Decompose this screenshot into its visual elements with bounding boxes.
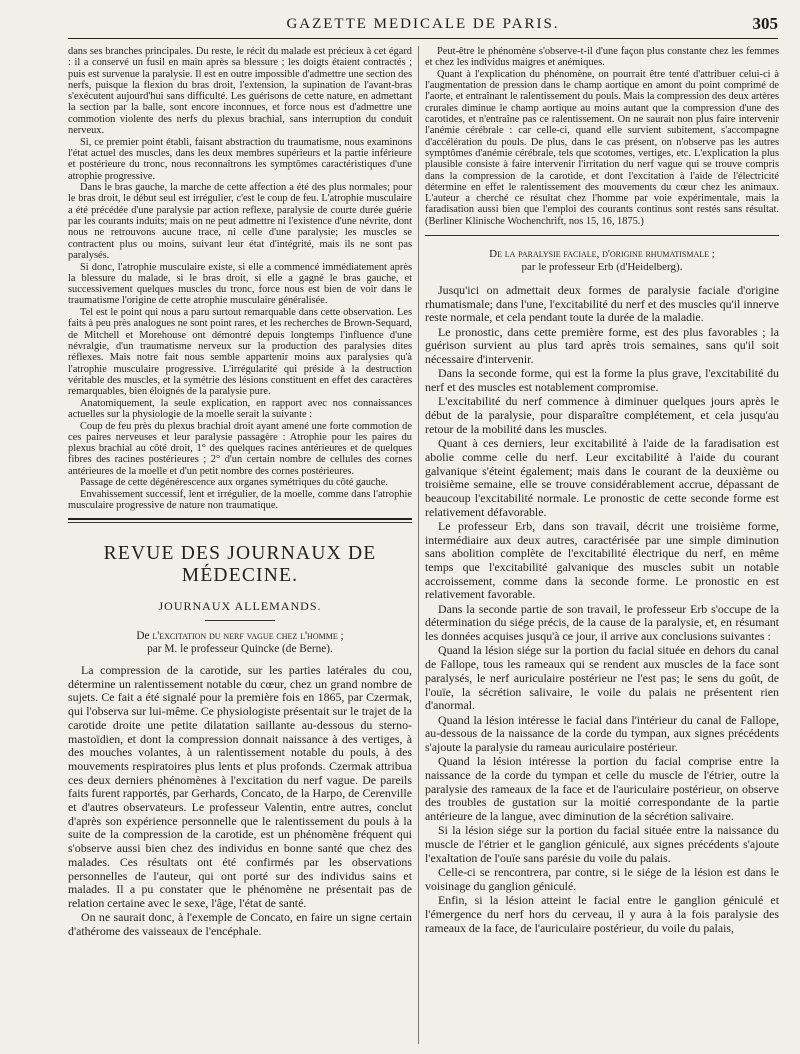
journal-title: GAZETTE MEDICALE DE PARIS. [286,16,560,32]
paragraph: Passage de cette dégénérescence aux organes symétriques du côté gauche. [80,477,388,489]
article-title-prefix: De [136,630,150,643]
article-author: par M. le professeur Quincke (de Berne). [147,643,333,656]
section-rule-thin [68,522,412,523]
paragraph: Quand la lésion intéresse le facial dans l'intérieur du canal de Fallope, au-dessous de la naissance de la corde du tympan, aux signes précédents s'ajoute la paralysie du rameau auriculaire postérieur. [425,712,779,754]
paragraph: dans ses branches principales. Du reste, le récit du malade est précieux à cet égard : il a conservé un fusil en main après sa blessure ; les doigts étaient contractés ; puis est survenue la paralysie. Il est en outre impossible d'admettre une section des nerfs, puisque la flexion du bras droit, l'extension, la supination de l'avant-bras s'exécutent aujourd'hui sans difficulté. Les guérisons de cette nature, en admettant la section par la balle, sont encore inconnues, et force nous est d'admettre une commotion violente des nerfs du plexus brachial, sans interruption du conduit nerveux. [68,46,412,137]
paragraph: Tel est le point qui nous a paru surtout remarquable dans cette observation. Les faits à peu près analogues ne sont point rares, et les recherches de Brown-Sequard, de Mitchell et Morehouse ont démontré depuis longtemps l'influence d'une névralgie, d'un traumatisme nerveux sur la production des paralysies dites réflexes. Mais notre fait nous semble appartenir moins aux paralysies qu'à l'atrophie musculaire progressive. L'irrégularité qui préside à la destruction véritable des muscles, et la symétrie des lésions constituent en effet des caractères remarquables, bien éloignés de la paralysie pure. [68,307,412,398]
paragraph: Quand la lésion intéresse la portion du facial comprise entre la naissance de la corde du tympan et celle du muscle de l'étrier, outre la paralysie des rameaux de la face et de l'auriculaire postérieur, on observe des troubles de gustation sur la moitié correspondante de la partie antérieure de la langue, avec diminution de la sécrétion salivaire. [425,754,779,824]
column-divider [418,46,419,1044]
right-column [425,46,779,936]
article-separator [425,235,779,236]
paragraph: Si donc, l'atrophie musculaire existe, si elle a commencé immédiatement après la blessure du malade, si le bras droit, si elle a gagné le bras gauche, et successivement quelques muscles du tronc, force nous est bien de voir dans le traumatisme l'origine de cette atrophie musculaire généralisée. [68,261,412,307]
paragraph: Celle-ci se rencontrera, par contre, si le siége de la lésion est dans le voisinage du ganglion géniculé. [425,865,779,893]
paragraph: La compression de la carotide, sur les parties latérales du cou, détermine un ralentissement notable du cœur, chez un grand nombre de sujets. Ce fait a été signalé pour la première fois en 1865, par Czermak, qui l'observa sur lui-même. Ce physiologiste présentait sur le trajet de la carotide droite une petite dilatation saillante au-dessous du sterno-mastoïdien, et dont la compression donnait naissance à des vertiges, à des mouches volantes, à un ralentissement notable du pouls, à des mouvements respiratoires plus lents et plus profonds. Czermak attribua ces deux derniers phénomènes à l'excitation du nerf vague. De pareils faits furent rapportés, par Gerhards, Concato, de la Harpo, de Cerenville et d'autres observateurs. Le professeur Valentin, entre autres, conclut d'après son expérience personnelle que le ralentissement du pouls à la suite de la compression de la carotide, est un phénomène fréquent qui s'observe aussi bien chez des individus en bonne santé que chez des malades. Ces résultats ont été confirmés par les observations personnelles de l'auteur, qui ont porté sur des individus sains et malades. Il a pu constater que le phénomène ne présentait pas de relation certaine avec le sexe, l'âge, l'état de santé. [68,663,412,910]
article-title-text: l'excitation du nerf vague chez l'homme ; [152,630,344,643]
paragraph: Dans la seconde partie de son travail, le professeur Erb s'occupe de la détermination du siége précis, de la cause de la paralysie, et, en résumant les données acquises jusqu'à ce jour, il arrive aux conclusions suivantes : [425,601,779,644]
paragraph: Enfin, si la lésion atteint le facial entre le ganglion géniculé et l'émergence du nerf hors du cerveau, il y aura à la fois paralysie des rameaux de la face, de l'auriculaire postérieur, du voile du palais, [425,893,779,935]
article-title [68,630,412,643]
page-header [68,14,778,39]
paragraph: On ne saurait donc, à l'exemple de Concato, en faire un signe certain d'athérome des vaisseaux de l'encéphale. [68,910,412,938]
section-rule-thick [68,518,412,521]
case-study-continuation [68,46,412,512]
paragraph: Quand la lésion siége sur la portion du facial située en dehors du canal de Fallope, tous les rameaux qui se rendent aux muscles de la face sont paralysés, le nerf auriculaire postérieur ne l'est pas; le sens du goût, de l'ouïe, la sécrétion salivaire, le voile du palais ne présentent rien d'anormal. [425,643,779,713]
article-body [425,284,779,935]
paragraph: Peut-être le phénomène s'observe-t-il d'une façon plus constante chez les femmes et chez les individus maigres et anémiques. [425,46,779,69]
paragraph: Anatomiquement, la seule explication, en rapport avec nos connaissances actuelles sur la physiologie de la moelle serait la suivante : [68,397,412,420]
paragraph: Jusqu'ici on admettait deux formes de paralysie faciale d'origine rhumatismale; dans l'une, l'excitabilité du nerf et des muscles qu'il innerve reste normale, et cela pendant toute la durée de la maladie. [425,283,779,325]
paragraph: Dans la seconde forme, qui est la forme la plus grave, l'excitabilité du nerf et des muscles est notablement compromise. [425,366,779,395]
page-number: 305 [752,14,778,33]
left-column [68,46,412,939]
paragraph: Si la lésion siége sur la portion du facial située entre la naissance du muscle de l'étrier et le ganglion géniculé, aux signes précédents s'ajoute l'exaltation de l'ouïe sans parésie du voile du palais. [425,823,779,865]
section-heading: REVUE DES JOURNAUX DE MÉDECINE. [103,543,377,587]
paragraph: Le pronostic, dans cette première forme, est des plus favorables ; la guérison survient au plus tard après trois semaines, sans qu'il soit nécessaire d'intervenir. [425,324,779,367]
vague-nerve-continuation [425,46,779,227]
paragraph: Dans le bras gauche, la marche de cette affection a été des plus normales; pour le bras droit, le début seul est irrégulier, c'est le coup de feu. L'atrophie musculaire a été précédée d'une paralysie par action reflexe, paralysie de courte durée guérie par les courants induits; mais on ne peut admettre ni l'existence d'une névrite, dont nous ne retrouvons aucune trace, ni celle d'une paralysie; les muscles se contractent plus ou moins, suivant leur état d'intégrité, mais ils ne sont pas paralysés. [68,182,412,261]
paragraph: Si, ce premier point établi, faisant abstraction du traumatisme, nous examinons l'état actuel des muscles, dans les deux membres supérieurs et la partie inférieure et postérieure du tronc, nous reconnaîtrons les symptômes caractéristiques d'une atrophie progressive. [68,136,412,182]
paragraph: Le professeur Erb, dans son travail, décrit une troisième forme, intermédiaire aux deux autres, caractérisée par une simple diminution sans abolition complète de l'excitabilité électrique du nerf, en même temps que l'excitabilité galvanique des muscles subit un notable accroissement, comme dans la seconde forme. Le pronostic en est relativement favorable. [425,518,779,602]
paragraph: Envahissement successif, lent et irrégulier, de la moelle, comme dans l'atrophie musculaire progressive de nature non traumatique. [68,488,412,512]
article-body [68,664,412,939]
paragraph: L'excitabilité du nerf commence à diminuer quelques jours après le début de la paralysie, pour disparaître complétement, et cela jusqu'au retour de la mobilité dans les muscles. [425,394,779,436]
article-title: De la paralysie faciale, d'origine rhumatismale ; [489,248,715,261]
article-author: par le professeur Erb (d'Heidelberg). [521,261,683,274]
paragraph: Quant à ces derniers, leur excitabilité à l'aide de la faradisation est abolie comme celle du nerf. Leur excitabilité à l'aide du courant galvanique s'éteint également; mais dans le courant de la deuxième ou troisième semaine, elle se trouve considérablement accrue, dépassant de beaucoup l'excitabilité normale. Le pronostic de cette seconde forme est relativement défavorable. [425,436,779,519]
paragraph: Quant à l'explication du phénomène, on pourrait être tenté d'attribuer celui-ci à l'augmentation de pression dans le champ aortique en amont du point comprimé de l'aorte, et entraînant le ralentissement du pouls. Mais la compression des deux artères crurales diminue le champ aortique au moins autant que la compression d'une des carotides, et n'entraîne pas ce ralentissement. On ne saurait non plus faire intervenir l'anémie cérébrale : car celle-ci, quand elle survient subitement, s'accompagne d'accélération du pouls. De plus, dans le cas présent, on n'observe pas les autres symptômes d'anémie cérébrale, tels que scotomes, vertiges, etc. L'explication la plus plausible consiste à faire intervenir l'irritation du nerf vague qui se trouve compris dans la compression de la carotide, et dont l'excitation à l'aide de l'électricité détermine en effet le ralentissement des mouvements du cœur chez les animaux. L'auteur a cherché ce résultat chez l'homme par voie expérimentale, mais la faradisation aussi bien que l'emploi des courants continus sont restés sans résultat. (Berliner Klinische Wochenchrift, nos 15, 16, 1875.) [425,68,779,227]
paragraph: Coup de feu près du plexus brachial droit ayant amené une forte commotion de ces paires nerveuses et leur paralysie passagère : Atrophie pour les paires du plexus brachial au côté droit, 1° des quelques racines antérieures et de quelques fibres des racines postérieures ; 2° d'un certain nombre de cellules des cornes antérieures de la moelle et d'un petit nombre des cornes postérieures. [68,420,412,477]
short-rule [205,620,275,621]
section-subheading: JOURNAUX ALLEMANDS. [158,599,322,614]
